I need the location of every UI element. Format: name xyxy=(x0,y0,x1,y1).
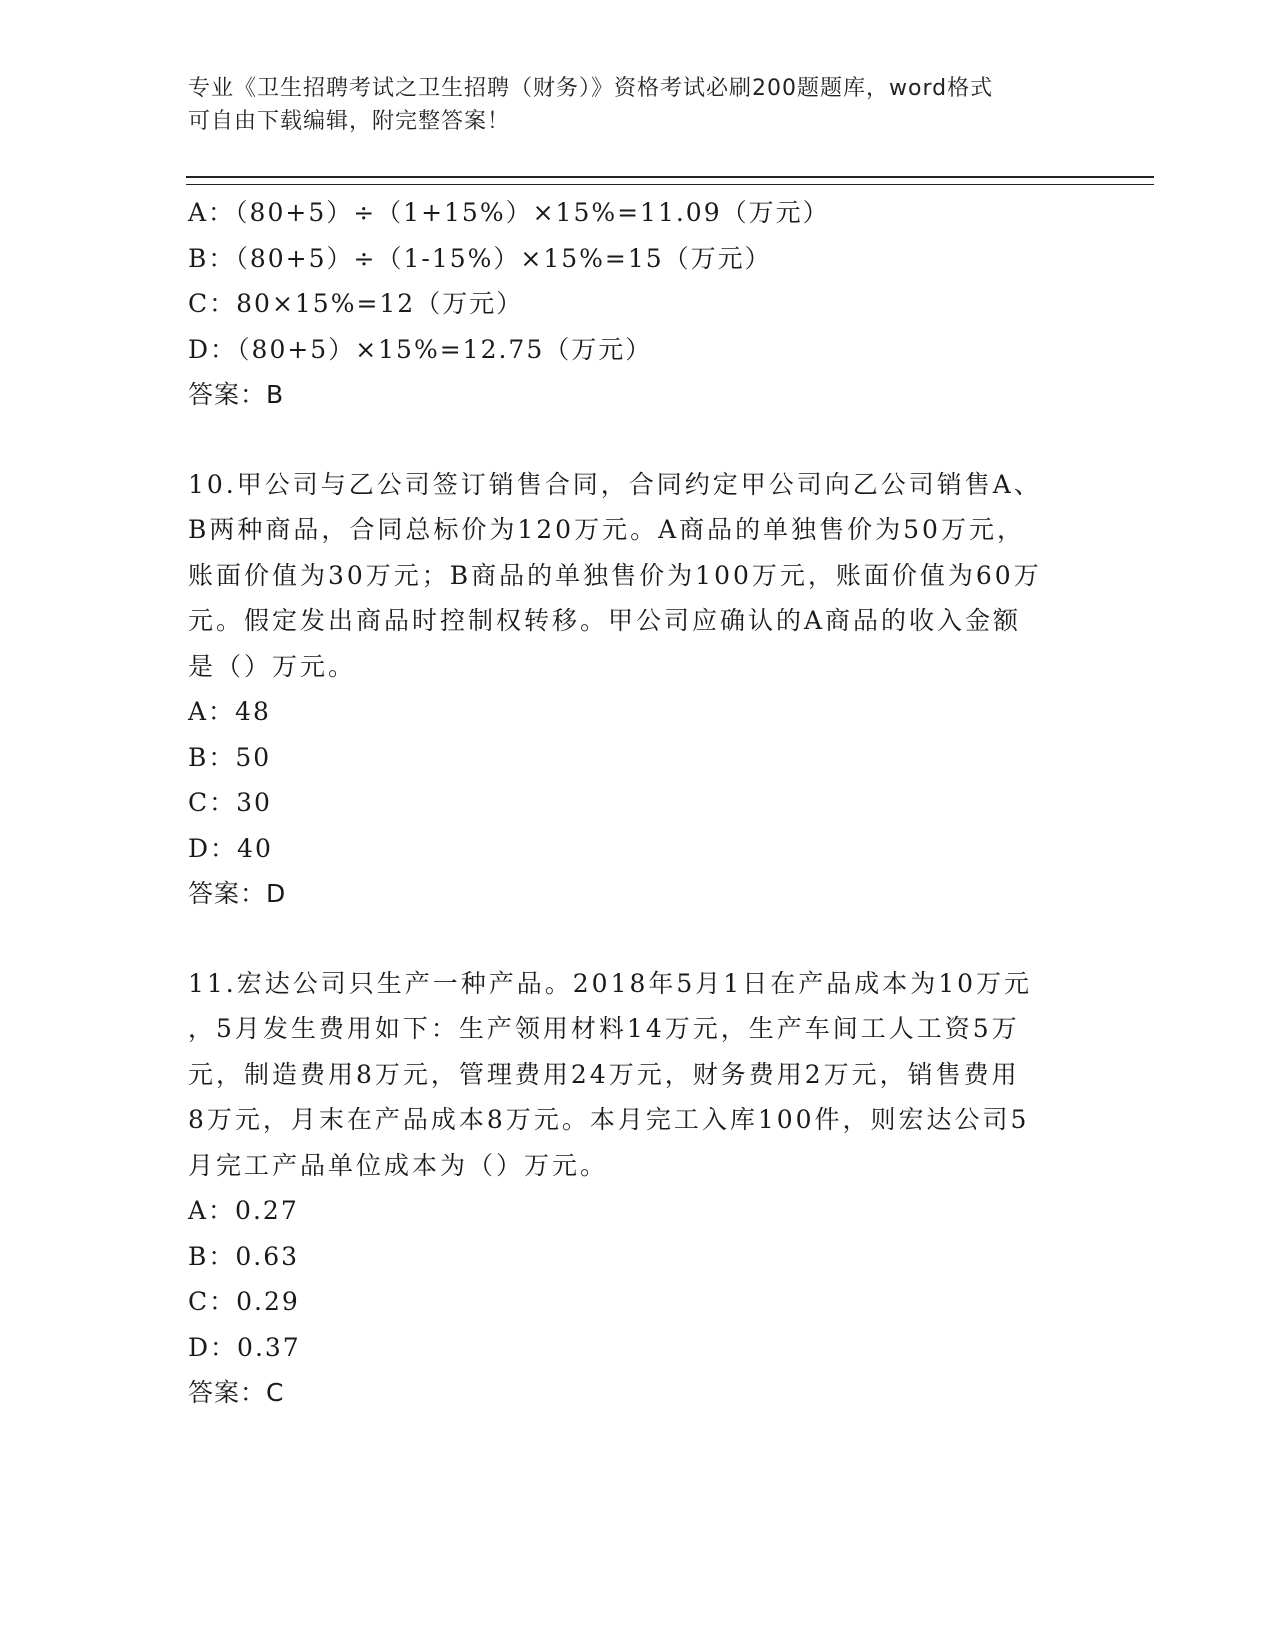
question-stem-line: 账面价值为30万元；B商品的单独售价为100万元，账面价值为60万 xyxy=(188,560,1042,590)
document-body xyxy=(188,190,1088,1460)
option-a: A：（80+5）÷（1+15%）×15%=11.09（万元） xyxy=(188,198,830,227)
option-a: A：48 xyxy=(188,697,271,726)
option-b: B：0.63 xyxy=(188,1241,300,1271)
question-11-block xyxy=(188,961,1088,1416)
answer: 答案：B xyxy=(188,380,285,409)
option-d: D：（80+5）×15%=12.75（万元） xyxy=(188,334,653,364)
question-stem-line: ，5月发生费用如下：生产领用材料14万元，生产车间工人工资5万 xyxy=(188,1014,1020,1043)
question-stem-line: 是（）万元。 xyxy=(188,651,357,681)
question-stem-line: B两种商品，合同总标价为120万元。A商品的单独售价为50万元， xyxy=(188,515,1025,544)
question-stem-line: 8万元，月末在产品成本8万元。本月完工入库100件，则宏达公司5 xyxy=(188,1105,1030,1134)
question-stem-line: 月完工产品单位成本为（）万元。 xyxy=(188,1150,609,1180)
header-title-line-2: 可自由下载编辑，附完整答案！ xyxy=(188,109,511,134)
option-d: D：40 xyxy=(188,833,273,863)
option-b: B：50 xyxy=(188,742,272,772)
header-title-line-1: 专业《卫生招聘考试之卫生招聘（财务）》资格考试必刷200题题库，word格式 xyxy=(188,76,994,101)
question-10-block xyxy=(188,462,1088,917)
option-c: C：80×15%=12（万元） xyxy=(188,289,524,318)
option-c: C：30 xyxy=(188,788,272,817)
header-divider xyxy=(186,176,1154,185)
option-c: C：0.29 xyxy=(188,1287,300,1316)
option-d: D：0.37 xyxy=(188,1332,301,1362)
answer: 答案：D xyxy=(188,879,287,908)
answer: 答案：C xyxy=(188,1378,285,1407)
question-stem-line: 元，制造费用8万元，管理费用24万元，财务费用2万元，销售费用 xyxy=(188,1059,1020,1089)
question-stem-line: 10.甲公司与乙公司签订销售合同，合同约定甲公司向乙公司销售A、 xyxy=(188,469,1042,499)
option-b: B：（80+5）÷（1-15%）×15%=15（万元） xyxy=(188,243,772,273)
option-a: A：0.27 xyxy=(188,1196,299,1225)
page-header xyxy=(188,72,1068,138)
question-stem-line: 11.宏达公司只生产一种产品。2018年5月1日在产品成本为10万元 xyxy=(188,968,1033,998)
question-stem-line: 元。假定发出商品时控制权转移。甲公司应确认的A商品的收入金额 xyxy=(188,606,1022,635)
question-9-block xyxy=(188,190,1088,418)
